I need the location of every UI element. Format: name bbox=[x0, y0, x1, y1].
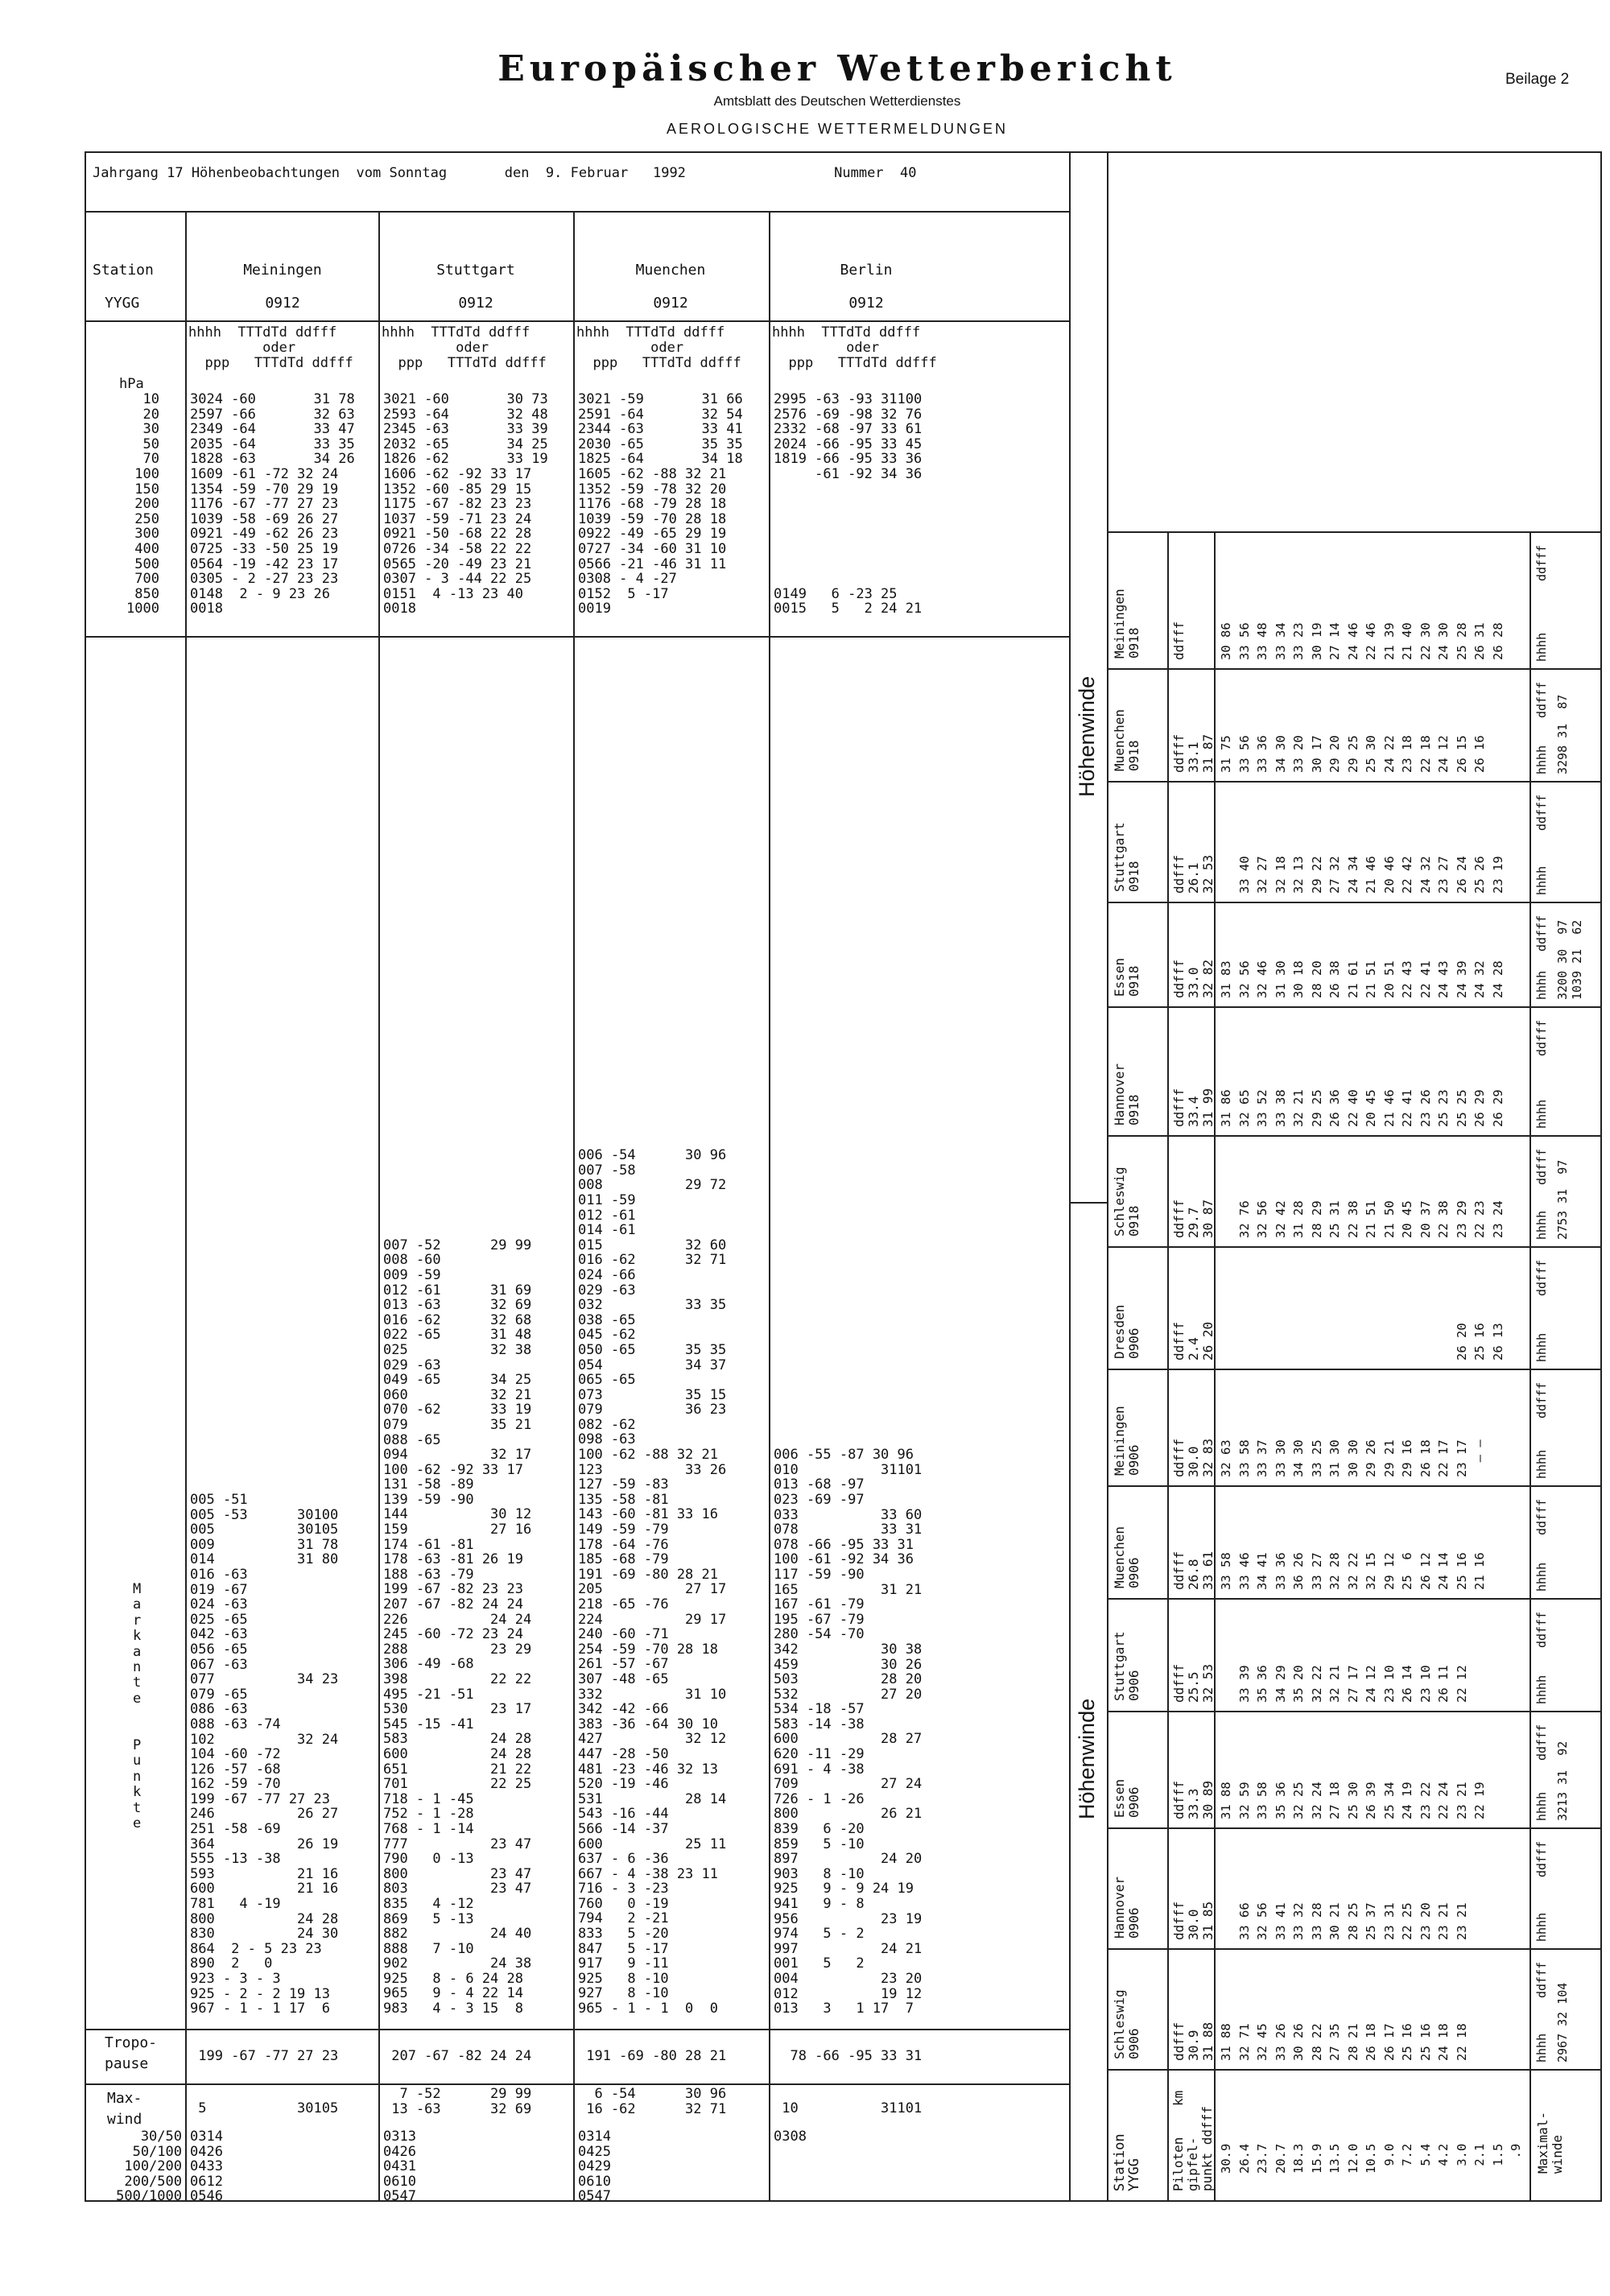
hw-ddfff: ddfff bbox=[1534, 1019, 1549, 1056]
hw-ddfff: ddfff bbox=[1534, 1840, 1549, 1877]
standard-levels: 2995 -63 -93 31100 2576 -69 -98 32 76 2332 -68 -97 33 61 2024 -66 -95 33 45 1819 -66 -95 33 36 -61 -92 34 36 0149 6 -23 25 0015 5 2 24 21 bbox=[774, 391, 923, 617]
hw-wind-values: 31 83 32 56 32 46 31 30 30 18 28 20 26 38 21 61 21 51 20 51 22 43 22 41 24 43 24 39 24 32 24 28 bbox=[1219, 960, 1505, 998]
hw-hhhh: hhhh bbox=[1534, 1332, 1549, 1362]
hw-wind-values: 31 88 32 59 33 58 35 36 32 25 32 24 27 18 25 30 26 39 25 34 24 19 23 22 22 24 23 21 22 19 bbox=[1219, 1782, 1487, 1819]
tropopause-values: 199 -67 -77 27 23 bbox=[190, 2048, 339, 2064]
hw-station-name: Stuttgart 0906 bbox=[1112, 1631, 1141, 1701]
hw-ddfff: ddfff bbox=[1534, 1611, 1549, 1648]
layer-labels: 30/50 50/100 100/200 200/500 500/1000 bbox=[116, 2129, 182, 2205]
hw-hhhh: hhhh bbox=[1534, 745, 1549, 774]
hw-wind-values: 33 58 33 46 34 41 33 36 36 26 33 27 32 28 32 22 32 15 29 12 25 6 26 12 24 14 25 16 21 16 bbox=[1219, 1552, 1487, 1590]
hw-station-name: Hannover 0906 bbox=[1112, 1876, 1141, 1939]
hw-hhhh: hhhh bbox=[1534, 1675, 1549, 1704]
hw-top-values: ddfff 33.3 30 89 bbox=[1171, 1780, 1216, 1819]
hw-border bbox=[1107, 2069, 1600, 2071]
hw-max: 3298 31 87 bbox=[1555, 694, 1570, 774]
hw-station-name: Muenchen 0918 bbox=[1112, 708, 1141, 771]
table-border bbox=[1600, 151, 1602, 2201]
layer-thickness: 0308 bbox=[774, 2129, 807, 2145]
hpa-label: hPa bbox=[119, 376, 144, 392]
hw-max: 3200 30 97 1039 21 62 bbox=[1555, 919, 1584, 1000]
hw-station-name: Essen 0906 bbox=[1112, 1778, 1141, 1818]
hw-hhhh: hhhh bbox=[1534, 632, 1549, 662]
hw-top-values: ddfff 26.1 32 53 bbox=[1171, 854, 1216, 894]
hw-wind-values: 32 76 32 56 32 42 31 28 28 29 25 31 22 38 21 51 21 50 20 45 20 37 22 38 23 29 22 23 23 24 bbox=[1236, 1200, 1505, 1238]
hw-station-name: Schleswig 0918 bbox=[1112, 1167, 1141, 1237]
maxwind-values: 7 -52 29 99 13 -63 32 69 bbox=[391, 2086, 532, 2117]
hw-ddfff: ddfff bbox=[1534, 544, 1549, 581]
station-name: Berlin bbox=[840, 262, 893, 279]
table-border bbox=[1069, 151, 1071, 2201]
station-yygg: 0912 bbox=[848, 295, 884, 312]
yygg-label: YYGG bbox=[105, 295, 140, 312]
tropopause-values: 191 -69 -80 28 21 bbox=[578, 2048, 727, 2064]
hw-top-values: ddfff 33.0 32 82 bbox=[1171, 959, 1216, 998]
table-border bbox=[185, 211, 187, 2200]
hoehenwinde-label-lower: Höhenwinde bbox=[1075, 1698, 1099, 1819]
hw-border bbox=[1107, 1598, 1600, 1600]
beilage-label: Beilage 2 bbox=[1505, 71, 1570, 88]
hw-ddfff: ddfff bbox=[1534, 1498, 1549, 1535]
hw-hhhh: hhhh bbox=[1534, 970, 1549, 1000]
table-border bbox=[85, 2200, 1602, 2202]
hw-border bbox=[1107, 902, 1600, 903]
hw-ddfff: ddfff bbox=[1534, 1961, 1549, 1998]
hw-station-name: Meiningen 0918 bbox=[1112, 588, 1141, 659]
station-label: Station bbox=[93, 262, 154, 279]
hw-hhhh: hhhh bbox=[1534, 1562, 1549, 1592]
layer-thickness: 0314 0425 0429 0610 0547 bbox=[578, 2129, 611, 2205]
tropopause-values: 78 -66 -95 33 31 bbox=[774, 2048, 923, 2064]
hw-station-name: Schleswig 0906 bbox=[1112, 1989, 1141, 2059]
layer-thickness: 0314 0426 0433 0612 0546 bbox=[190, 2129, 223, 2205]
hw-hhhh: hhhh bbox=[1534, 1449, 1549, 1479]
hw-max: 2753 31 97 bbox=[1555, 1159, 1570, 1240]
maxwind-values: 5 30105 bbox=[190, 2100, 339, 2116]
station-name: Muenchen bbox=[635, 262, 706, 279]
hw-border bbox=[1107, 668, 1600, 670]
tropopause-values: 207 -67 -82 24 24 bbox=[383, 2048, 532, 2064]
table-border bbox=[1069, 1202, 1107, 1204]
hw-border bbox=[1107, 1711, 1600, 1712]
significant-points: 007 -52 29 99 008 -60 009 -59 012 -61 31 69 013 -63 32 69 016 -62 32 68 022 -65 31 48 025 32 38 029 -63 049 -65 34 25 060 32 21 070 -62 33 19 079 35 21 088 -65 094 32 17 100 -62 -92 33 17 131 -58 -89 139 -59 -90 144 30 12 159 27 16 174 -61 -81 178 -63 -81 26 19 188 -63 -79 199 -67 -82 23 23 207 -67 -82 24 24 226 24 24 245 -60 -72 23 24 288 23 29 306 -49 -68 398 22 22 495 -21 -51 530 23 17 545 -15 -41 583 24 28 600 24 28 651 21 22 701 22 25 718 - 1 -45 752 - 1 -28 768 - 1 -14 777 23 47 790 0 -13 800 23 47 803 23 47 835 4 -12 869 5 -13 882 24 40 888 7 -10 902 24 38 925 8 - 6 24 28 965 9 - 4 22 14 983 4 - 3 15 8 bbox=[383, 1237, 532, 2017]
hw-border bbox=[1107, 781, 1600, 783]
hw-wind-values: 33 40 32 27 32 18 32 13 29 22 27 32 24 34 21 46 20 46 22 42 24 32 23 27 26 24 25 26 23 19 bbox=[1236, 856, 1505, 894]
hw-wind-values: 31 86 32 65 33 52 33 38 32 21 29 25 26 36 22 40 20 45 21 46 22 41 23 26 25 23 25 25 26 29 26 29 bbox=[1219, 1089, 1505, 1127]
hw-border bbox=[1107, 1485, 1600, 1487]
hw-ddfff: ddfff bbox=[1534, 794, 1549, 831]
hw-station-name: Muenchen 0906 bbox=[1112, 1526, 1141, 1588]
pressure-levels: 10 20 30 50 70 100 150 200 250 300 400 500 700 850 1000 bbox=[126, 391, 159, 617]
hw-piloten-label: Piloten km gipfel- punkt ddfff bbox=[1170, 2090, 1215, 2191]
maxwind-values: 10 31101 bbox=[774, 2100, 923, 2116]
hw-ddfff: ddfff bbox=[1534, 1724, 1549, 1761]
significant-points: 006 -54 30 96 007 -58 008 29 72 011 -59 012 -61 014 -61 015 32 60 016 -62 32 71 024 -66 029 -63 032 33 35 038 -65 045 -62 050 -65 35 35 054 34 37 065 -65 073 35 15 079 36 23 082 -62 098 -63 100 -62 -88 32 21 123 33 26 127 -59 -83 135 -58 -81 143 -60 -81 33 16 149 -59 -79 178 -64 -76 185 -68 -79 191 -69 -80 28 21 205 27 17 218 -65 -76 224 29 17 240 -60 -71 254 -59 -70 28 18 261 -57 -67 307 -48 -65 332 31 10 342 -42 -66 383 -36 -64 30 10 427 32 12 447 -28 -50 481 -23 -46 32 13 520 -19 -46 531 28 14 543 -16 -44 566 -14 -37 600 25 11 637 - 6 -36 667 - 4 -38 23 11 716 - 3 -23 760 0 -19 794 2 -21 833 5 -20 847 5 -17 917 9 -11 925 8 -10 927 8 -10 965 - 1 - 1 0 0 bbox=[578, 1147, 727, 2017]
layer-thickness: 0313 0426 0431 0610 0547 bbox=[383, 2129, 416, 2205]
hw-top-values: ddfff 30.9 31 88 bbox=[1171, 2021, 1216, 2061]
table-border bbox=[85, 151, 1602, 153]
table-border bbox=[85, 2029, 1071, 2030]
tropopause-label: Tropo- pause bbox=[105, 2034, 158, 2072]
hw-station-name: Meiningen 0906 bbox=[1112, 1406, 1141, 1476]
column-header: hhhh TTTdTd ddfff oder ppp TTTdTd ddfff bbox=[576, 324, 741, 371]
hw-hhhh: hhhh bbox=[1534, 865, 1549, 895]
significant-points: 006 -55 -87 30 96 010 31101 013 -68 -97 023 -69 -97 033 33 60 078 33 31 078 -66 -95 33 31 100 -61 -92 34 36 117 -59 -90 165 31 21 167 -61 -79 195 -67 -79 280 -54 -70 342 30 38 459 30 26 503 28 20 532 27 20 534 -18 -57 583 -14 -38 600 28 27 620 -11 -29 691 - 4 -38 709 27 24 726 - 1 -26 800 26 21 839 6 -20 859 5 -10 897 24 20 903 8 -10 925 9 - 9 24 19 941 9 - 8 956 23 19 974 5 - 2 997 24 21 001 5 2 004 23 20 012 19 12 013 3 1 17 7 bbox=[774, 1447, 923, 2017]
hw-station-name: Hannover 0918 bbox=[1112, 1063, 1141, 1125]
hw-top-values: ddfff 2.4 26 20 bbox=[1171, 1321, 1216, 1361]
column-header: hhhh TTTdTd ddfff oder ppp TTTdTd ddfff bbox=[382, 324, 547, 371]
hw-top-values: ddfff 30.0 32 83 bbox=[1171, 1438, 1216, 1477]
hw-station-name: Dresden 0906 bbox=[1112, 1304, 1141, 1359]
hw-top-values: ddfff 33.1 31 87 bbox=[1171, 733, 1216, 773]
hw-wind-values: 32 63 33 58 33 37 33 30 34 30 33 25 31 30 30 30 29 26 29 21 29 16 26 18 22 17 23 17 — — bbox=[1219, 1439, 1487, 1477]
hw-top-values: ddfff 33.4 31 99 bbox=[1171, 1088, 1216, 1127]
hw-hhhh: hhhh bbox=[1534, 1099, 1549, 1129]
hw-border bbox=[1107, 1135, 1600, 1137]
station-yygg: 0912 bbox=[265, 295, 300, 312]
hw-top-values: ddfff bbox=[1171, 621, 1187, 660]
hw-ddfff: ddfff bbox=[1534, 1259, 1549, 1296]
section-title: AEROLOGISCHE WETTERMELDUNGEN bbox=[666, 121, 1009, 137]
hw-border bbox=[1107, 1369, 1600, 1370]
hw-station-name: Stuttgart 0918 bbox=[1112, 822, 1141, 892]
hw-top-values: ddfff 26.8 33 61 bbox=[1171, 1551, 1216, 1590]
hw-wind-values: 31 88 32 71 32 45 33 26 30 26 28 22 27 35 28 21 26 18 26 17 25 16 25 16 24 18 22 18 bbox=[1219, 2023, 1469, 2061]
hw-station-yygg-label: Station YYGG bbox=[1112, 2133, 1142, 2191]
hw-hhhh: hhhh bbox=[1534, 1791, 1549, 1821]
table-border bbox=[769, 211, 770, 2200]
hw-border bbox=[1107, 1948, 1600, 1950]
station-name: Stuttgart bbox=[436, 262, 515, 279]
standard-levels: 3021 -60 30 73 2593 -64 32 48 2345 -63 33 39 2032 -65 34 25 1826 -62 33 19 1606 -62 -92 33 17 1352 -60 -85 29 15 1175 -67 -82 23 23 1037 -59 -71 23 24 0921 -50 -68 22 28 0726 -34 -58 22 22 0565 -20 -49 23 21 0307 - 3 -44 22 25 0151 4 -13 23 40 0018 bbox=[383, 391, 548, 617]
hw-wind-values: 31 75 33 56 33 36 34 30 33 20 30 17 29 20 29 25 25 30 24 22 23 18 22 18 24 12 26 15 26 16 bbox=[1219, 735, 1487, 773]
hw-border bbox=[1107, 1246, 1600, 1248]
hw-max: 3213 31 92 bbox=[1555, 1741, 1570, 1821]
column-header: hhhh TTTdTd ddfff oder ppp TTTdTd ddfff bbox=[188, 324, 353, 371]
table-border bbox=[85, 211, 1071, 213]
hw-maximal-label: Maximal- winde bbox=[1535, 2111, 1565, 2174]
report-title: Europäischer Wetterbericht bbox=[497, 48, 1177, 89]
hw-border bbox=[1107, 1006, 1600, 1008]
station-yygg: 0912 bbox=[458, 295, 493, 312]
hw-station-name: Essen 0918 bbox=[1112, 957, 1141, 997]
column-header: hhhh TTTdTd ddfff oder ppp TTTdTd ddfff bbox=[772, 324, 937, 371]
station-yygg: 0912 bbox=[653, 295, 688, 312]
report-subtitle: Amtsblatt des Deutschen Wetterdienstes bbox=[713, 93, 961, 109]
hw-top-values: ddfff 25.5 32 53 bbox=[1171, 1663, 1216, 1703]
markante-punkte-label: M a r k a n t e P u n k t e bbox=[133, 1581, 142, 1832]
hw-ddfff: ddfff bbox=[1534, 1148, 1549, 1185]
hw-wind-values: 30 86 33 56 33 48 33 34 33 23 30 19 27 14 24 46 22 46 21 39 21 40 22 30 24 30 25 28 26 31 26 28 bbox=[1219, 622, 1505, 660]
table-border bbox=[85, 320, 1071, 322]
hw-ddfff: ddfff bbox=[1534, 681, 1549, 718]
hw-ddfff: ddfff bbox=[1534, 1381, 1549, 1418]
table-border bbox=[573, 211, 575, 2200]
table-border bbox=[85, 636, 1071, 638]
hw-wind-values: 33 39 35 36 34 29 35 20 32 22 32 21 27 17 24 12 23 10 26 14 23 10 26 11 22 12 bbox=[1236, 1665, 1469, 1703]
hw-border bbox=[1107, 531, 1600, 533]
maxwind-label: Max- wind bbox=[107, 2090, 142, 2128]
hoehenwinde-label-upper: Höhenwinde bbox=[1075, 675, 1099, 797]
hw-wind-values: 26 20 25 16 26 13 bbox=[1454, 1323, 1505, 1361]
hw-hhhh: hhhh bbox=[1534, 1912, 1549, 1942]
hw-ddfff: ddfff bbox=[1534, 915, 1549, 952]
hw-wind-values: 33 66 32 56 33 41 33 32 33 28 30 21 28 25 25 37 23 31 22 25 23 20 23 21 23 21 bbox=[1236, 1902, 1469, 1940]
table-border bbox=[85, 151, 86, 2201]
hw-top-values: ddfff 29.7 30 87 bbox=[1171, 1199, 1216, 1238]
hw-hhhh: hhhh bbox=[1534, 2033, 1549, 2063]
standard-levels: 3024 -60 31 78 2597 -66 32 63 2349 -64 33 47 2035 -64 33 35 1828 -63 34 26 1609 -61 -72 32 24 1354 -59 -70 29 19 1176 -67 -77 27 23 1039 -58 -69 26 27 0921 -49 -62 26 23 0725 -33 -50 25 19 0564 -19 -42 23 17 0305 - 2 -27 23 23 0148 2 - 9 23 26 0018 bbox=[190, 391, 355, 617]
station-name: Meiningen bbox=[243, 262, 322, 279]
table-border bbox=[378, 211, 380, 2200]
maxwind-values: 6 -54 30 96 16 -62 32 71 bbox=[586, 2086, 727, 2117]
hw-levels-km: 30.9 26.4 23.7 20.7 18.3 15.9 13.5 12.0 10.5 9.0 7.2 5.4 4.2 3.0 2.1 1.5 .9 bbox=[1219, 2143, 1523, 2174]
info-line: Jahrgang 17 Höhenbeobachtungen vom Sonntag den 9. Februar 1992 Nummer 40 bbox=[93, 165, 917, 181]
hw-border bbox=[1107, 1827, 1600, 1829]
significant-points: 005 -51 005 -53 30100 005 30105 009 31 78 014 31 80 016 -63 019 -67 024 -63 025 -65 042 -63 056 -65 067 -63 077 34 23 079 -65 086 -63 088 -63 -74 102 32 24 104 -60 -72 126 -57 -68 162 -59 -70 199 -67 -77 27 23 246 26 27 251 -58 -69 364 26 19 555 -13 -38 593 21 16 600 21 16 781 4 -19 800 24 28 830 24 30 864 2 - 5 23 23 890 2 0 923 - 3 - 3 925 - 2 - 2 19 13 967 - 1 - 1 17 6 bbox=[190, 1492, 339, 2017]
hw-max: 2967 32 104 bbox=[1555, 1982, 1570, 2063]
table-border bbox=[1107, 151, 1108, 2201]
hw-top-values: ddfff 30.0 31 85 bbox=[1171, 1901, 1216, 1940]
hw-hhhh: hhhh bbox=[1534, 1210, 1549, 1240]
standard-levels: 3021 -59 31 66 2591 -64 32 54 2344 -63 33 41 2030 -65 35 35 1825 -64 34 18 1605 -62 -88 32 21 1352 -59 -78 32 20 1176 -68 -79 28 18 1039 -59 -70 28 18 0922 -49 -65 29 19 0727 -34 -60 31 10 0566 -21 -46 31 11 0308 - 4 -27 0152 5 -17 0019 bbox=[578, 391, 743, 617]
table-border bbox=[85, 2083, 1071, 2085]
